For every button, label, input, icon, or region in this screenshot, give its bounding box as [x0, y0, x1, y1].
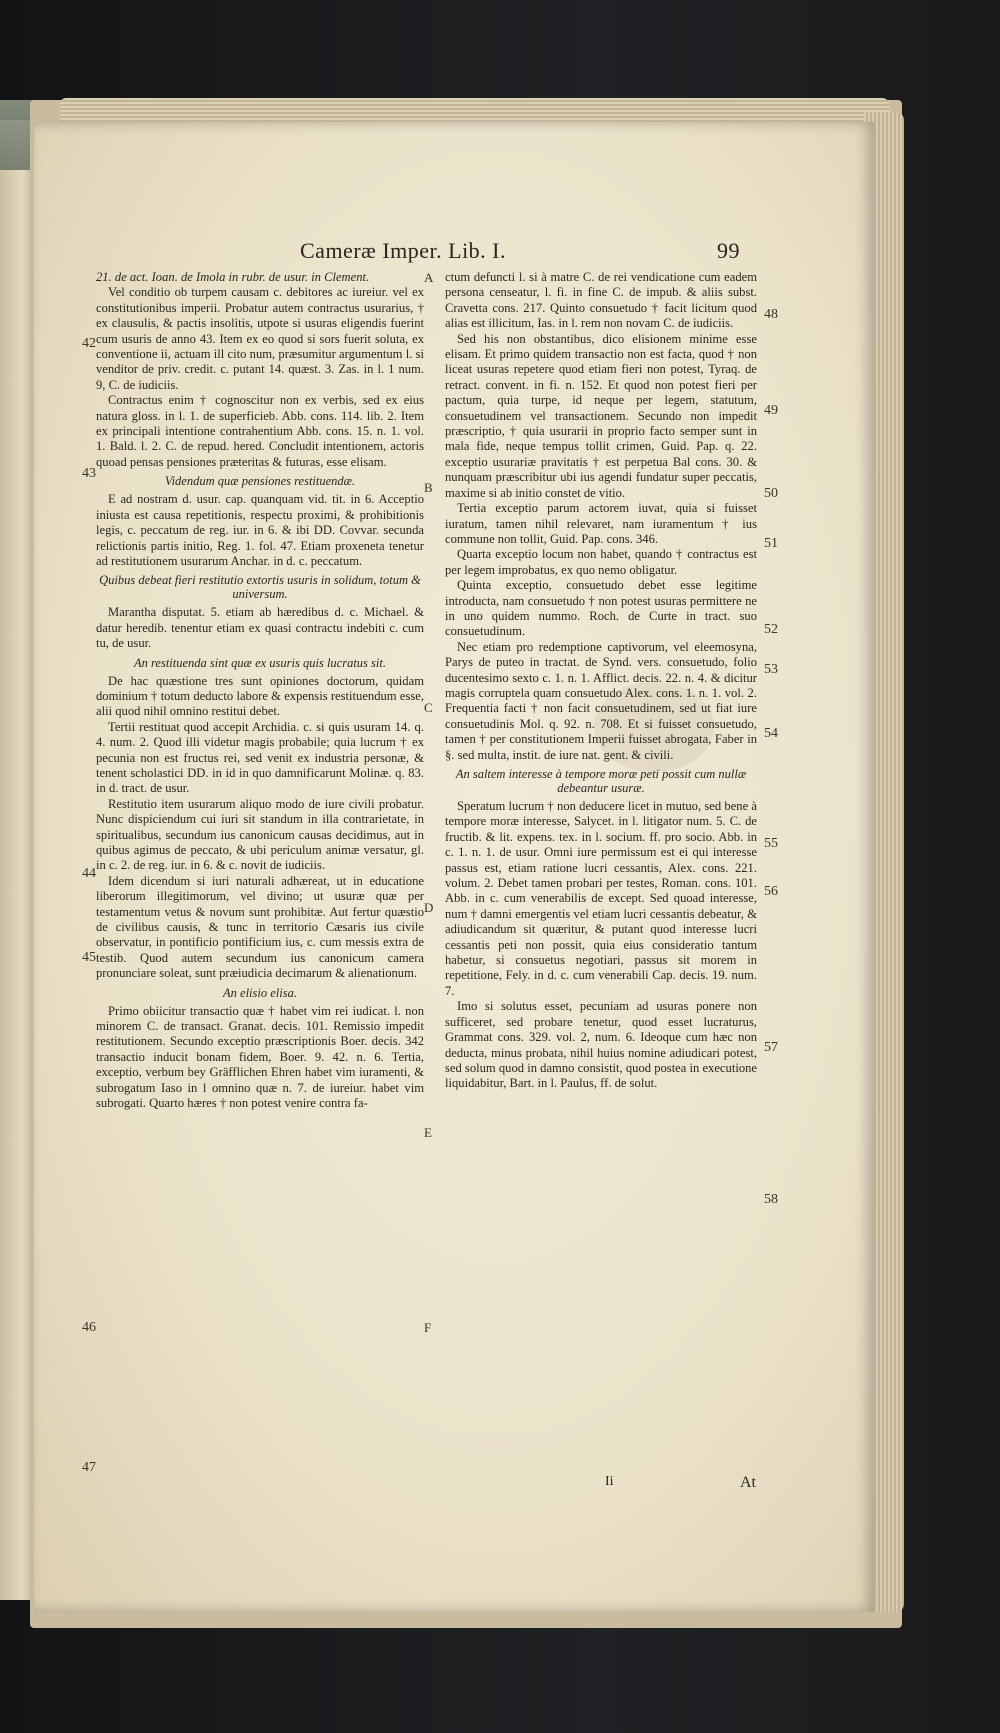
- paragraph: Nec etiam pro redemptione captivorum, vel eleemosyna, Parys de puteo in tractat. de Synd. vers. consuetudo, folio ducentesimo sexto c. 1. n. 1. Afflict. decis. 22. n. 4. & dicitur magis corruptela quam consuetudo Alex. cons. 1. n. 1. vol. 2. Frequentia facti † non facit consuetudinem, sed ut fiat iure consuetudinis Mol. q. 92. n. 708. Et si fuisset consuetudo, tamen † per constitutionem Imperii fuisset abrogata, Faber in §. sed multa, instit. de iure nat. gent. & civili.: [445, 639, 757, 762]
- paragraph: Quinta exceptio, consuetudo debet esse legitime introducta, nam consuetudo † non potest usuras permittere ne in uno quidem nummo. Roch. de Curte in tract. suo consuetudinum.: [445, 578, 757, 639]
- left-column: [96, 270, 424, 1112]
- signature-mark: Ii: [605, 1474, 614, 1489]
- margin-letter: B: [424, 480, 433, 495]
- margin-number: 54: [764, 726, 778, 741]
- margin-number: 47: [82, 1460, 96, 1475]
- section-heading: Quibus debeat fieri restitutio extortis usuris in solidum, totum & universum.: [99, 573, 421, 602]
- section-heading: Videndum quæ pensiones restituendæ.: [164, 474, 356, 489]
- margin-number: 50: [764, 486, 778, 501]
- margin-number: 46: [82, 1320, 96, 1335]
- page-number: 99: [717, 238, 740, 263]
- margin-number: 51: [764, 536, 778, 551]
- paragraph: 21. de act. Ioan. de Imola in rubr. de usur. in Clement.: [96, 270, 370, 284]
- paragraph: Contractus enim † cognoscitur non ex verbis, sed ex eius natura gloss. in l. 1. de superficieb. Abb. cons. 114. lib. 2. Item ex principali intentione contrahentium Abb. cons. 15. n. 1. vol. 1. Bald. l. 2. C. de repud. hered. Concludit intentionem, actoris quoad pensas pensiones præteritas & futuras, esse elisam.: [96, 393, 424, 469]
- margin-letter: F: [424, 1320, 432, 1335]
- paragraph: Vel conditio ob turpem causam c. debitores ac iureiur. vel ex constitutionibus imperii. Probatur autem contractus usurarius, † ex clausulis, & pactis insolitis, utpote si usuras eligendis fuerint cum usuris de anno 43. Item ex eo quod si sors fuerit soluta, ex conventione ii, actuam ill cito num, præsumitur argumentum l. si venditor de priv. credit. c. putant 14. quæst. 3. Zas. in l. 1 num. 9, C. de iudiciis.: [96, 285, 424, 392]
- margin-number: 52: [764, 622, 778, 637]
- paragraph: Idem dicendum si iuri naturali adhæreat, ut in educatione liberorum illegitimorum, vel divino; ut usuræ quæ per testamentum vetus & novum sunt prohibitæ. Aut fertur quæstio de civilibus causis, & tunc in territorio Cæsaris ius civile observatur, in pontificio pontificium ius, c. cum messis extra de testib. Quod autem secundum ius canonicum camera pronunciare soleat, sunt præiudicia decimarum & alienationum.: [96, 873, 424, 981]
- margin-number: 42: [82, 336, 96, 351]
- margin-number: 58: [764, 1192, 778, 1207]
- margin-letter: E: [424, 1125, 432, 1140]
- paragraph: Imo si solutus esset, pecuniam ad usuras ponere non sufficeret, sed probare tenetur, quod esset lucraturus, Grammat cons. 329. vol. 2, num. 6. Ideoque cum hæc non deducta, minus probata, nihil huius nomine adiudicari potest, sed solum quod in damno consistit, quod postea in executione liquidabitur, Bart. in l. Paulus, ff. de solut.: [445, 999, 758, 1091]
- paragraph: Quarta exceptio locum non habet, quando † contractus est per legem improbatus, ex quo nemo obligatur.: [445, 547, 757, 577]
- paragraph: Sed his non obstantibus, dico elisionem minime esse elisam. Et primo quidem transactio non est facta, quod † non liceat usuras repetere quod etiam fieri non potest, Tyraq. de retract. convent. in fi. n. 152. Et quod non potest fieri per pactum, quia turpe, id neque per legem, statutum, consuetudinem vel transactionem. Secundo non impedit præscriptio, † quia usurarii in proprio facto semper sunt in mala fide, neque tempus tollit crimen, Guid. Pap. q. 22. exceptio usurariæ pravitatis † est perpetua Bal cons. 30. & nunquam præscribitur ubi ius agendi fundatur super peccatis, maxime si ab initio constet de vitio.: [445, 331, 757, 500]
- paragraph: E ad nostram d. usur. cap. quanquam vid. tit. in 6. Acceptio iniusta est causa repetitionis, respectu proximi, & prohibitionis legis, c. peccatum de reg. iur. in 6. & ibi DD. Covvar. secunda relictionis partis initio, Reg. 1. fol. 47. Etiam proxeneta tenetur ad restitutionem usurarum Anchar. in d. c. peccatum.: [96, 492, 424, 568]
- section-heading: An saltem interesse à tempore moræ peti possit cum nullæ debeantur usuræ.: [455, 767, 747, 795]
- paragraph: De hac quæstione tres sunt opiniones doctorum, quidam dominium † totum deducto labore & expensis restituendum esse, alii quod nihil omnino restitui debet.: [96, 673, 424, 719]
- margin-number: 49: [764, 403, 778, 418]
- margin-letter: C: [424, 700, 433, 715]
- margin-number: 43: [82, 466, 96, 481]
- margin-number: 48: [764, 307, 778, 322]
- margin-number: 57: [764, 1040, 778, 1055]
- section-heading: An restituenda sint quæ ex usuris quis lucratus sit.: [134, 655, 386, 670]
- margin-number: 56: [764, 884, 778, 899]
- margin-number: 44: [82, 866, 96, 881]
- paragraph: ctum defuncti l. si à matre C. de rei vendicatione cum eadem persona censeatur, l. fi. in fine C. de impub. & aliis subst. Cravetta cons. 217. Quinto consuetudo † facit licitum quod alias est illicitum, Ias. in l. rem non novam C. de iudiciis.: [445, 270, 757, 331]
- paragraph: Tertia exceptio parum actorem iuvat, quia si fuisset iuratum, tamen nihil relevaret, nam iuramentum † ius commune non tollit, Guid. Pap. cons. 346.: [445, 501, 757, 546]
- right-column: [445, 270, 757, 1092]
- running-title: Cameræ Imper. Lib. I.: [300, 238, 507, 263]
- paragraph: Primo obiicitur transactio quæ † habet vim rei iudicat. l. non minorem C. de transact. Granat. decis. 101. Remissio impedit restitutionem. Secundo exceptio præscriptionis Boer. decis. 342 transactio inducit bonam fidem, Boer. 9. 42. n. 6. Tertia, exceptio, verbum bey Gräfflichen Ehren habet vim iuramenti, & subrogatum Iaso in l omnino quæ n. 7. de iureiur. habet vim subrogati. Quarto hæres † non potest venire contra fa-: [96, 1003, 424, 1111]
- margin-number: 55: [764, 836, 778, 851]
- margin-letter: A: [424, 270, 434, 285]
- paragraph: Restitutio item usurarum aliquo modo de iure civili probatur. Nunc dispiciendum cui iuri sit standum in illa contrarietate, in spiritualibus, secundum ius canonicum causas decidimus, aut in quibus agimus de peccato, & ubi periculum animæ versatur, gl. in c. 2. de reg. iur. in 6. & c. novit de iudiciis.: [96, 796, 424, 873]
- paragraph: Marantha disputat. 5. etiam ab hæredibus d. c. Michael. & datur heredib. tenentur etiam ex quasi contractu indebiti c. cum tu, de usur.: [96, 605, 424, 651]
- section-heading: An elisio elisa.: [223, 985, 297, 1000]
- margin-number: 45: [82, 950, 96, 965]
- paragraph: Tertii restituat quod accepit Archidia. c. si quis usuram 14. q. 4. num. 2. Quod illi videtur magis probabile; quia lucrum † ex pecunia non est fructus rei, sed venit ex industria personæ, & tenent scholastici DD. in id in quo damnificarunt Molinæ. q. 83. in d. tract. de usur.: [96, 719, 424, 796]
- running-header: [300, 238, 740, 268]
- margin-number: 53: [764, 662, 778, 677]
- catchword: At: [740, 1474, 756, 1491]
- margin-letter: D: [424, 900, 434, 915]
- paragraph: Speratum lucrum † non deducere licet in mutuo, sed bene à tempore moræ interesse, Salycet. in l. litigator num. 5. C. de fructib. & lit. expens. tex. in l. socium. ff. pro socio. Abb. in c. 1. n. 1. de usur. Omni iure permissum est ei qui interesse passus est, etiam ratione lucri cessantis, Alex. cons. 221. volum. 2. Debet tamen probari per testes, Roman. cons. 101. Abb. in c. cum venerabilis de except. Sed quoad interesse, num † damni emergentis vel etiam lucri cessantis debeatur, & adiudicandum sit quæritur, & putant quod interesse lucri cessantis peti non possit, quia eius consideratio tantum habetur, si consuetus negotiari, passus sit morem in repetitione, Fely. in d. c. cum venerabili Cap. decis. 19. num. 7.: [445, 799, 757, 998]
